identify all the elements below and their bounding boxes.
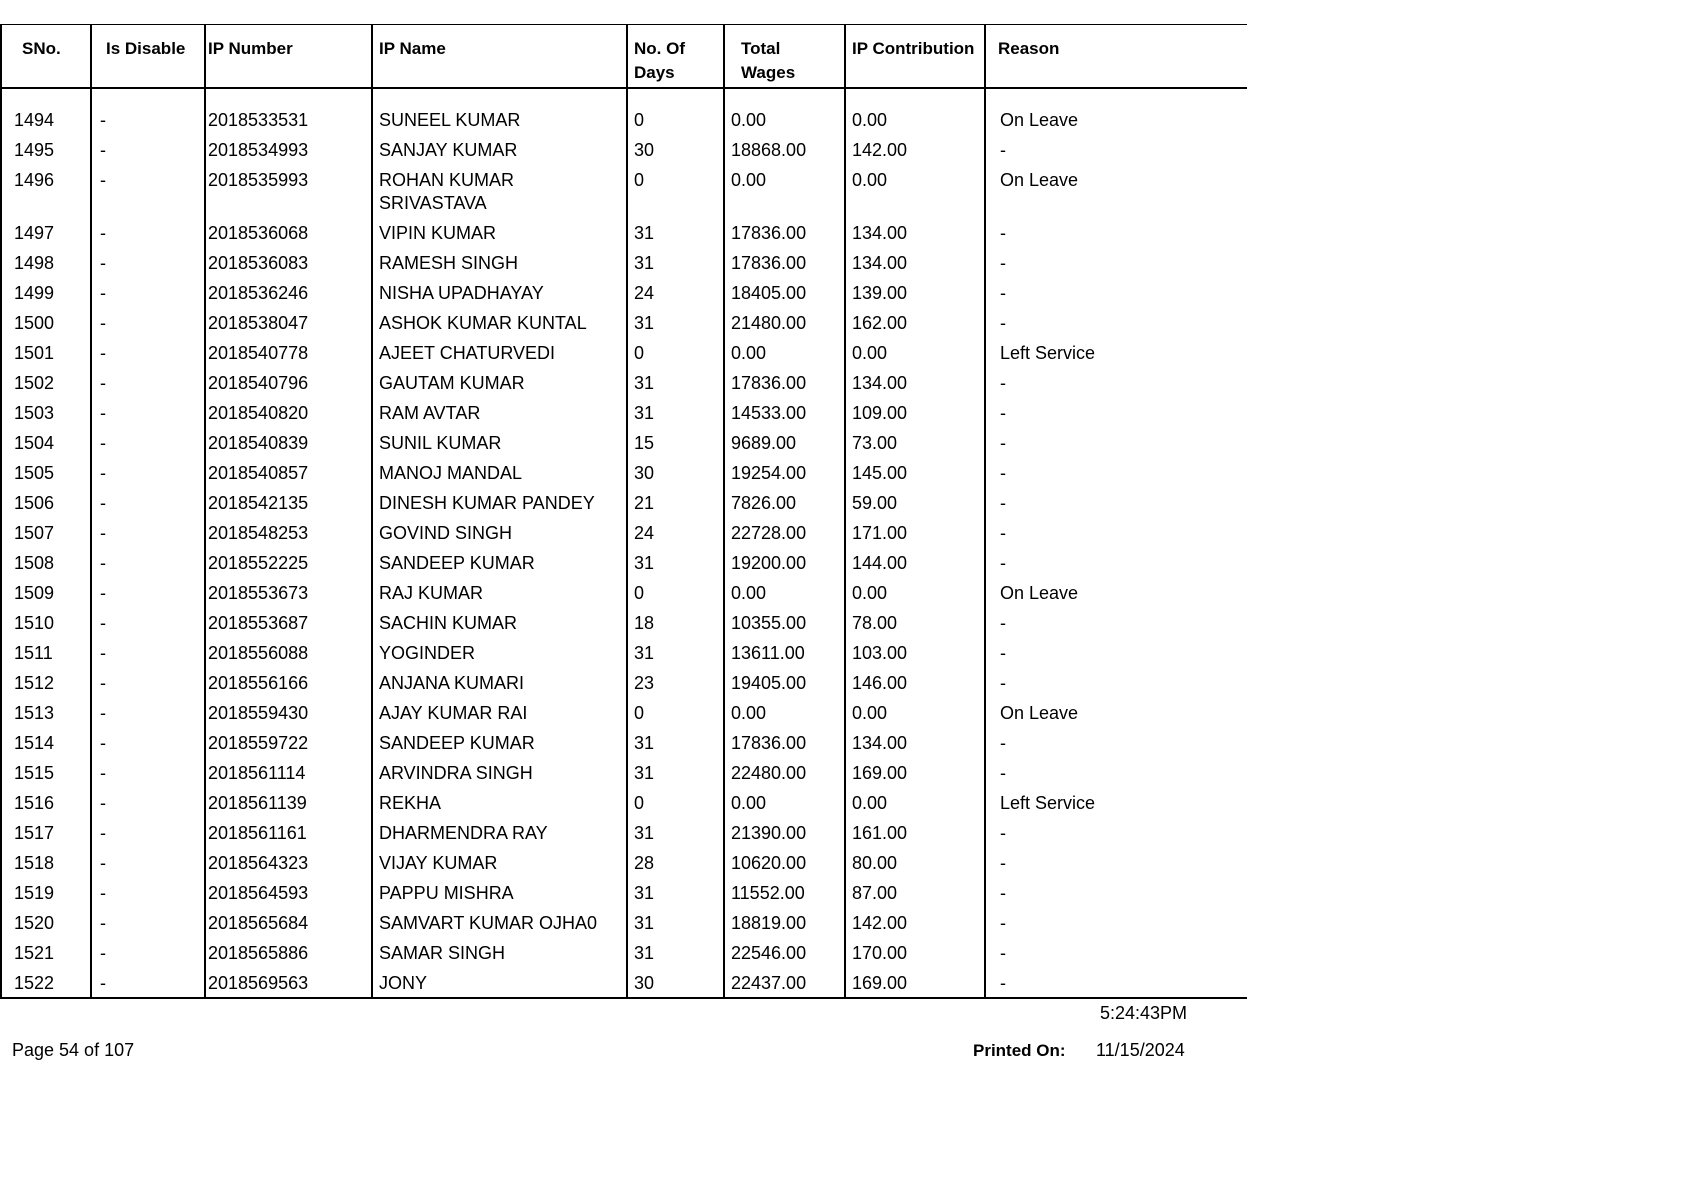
is-disable-cell: - [91, 545, 205, 575]
contribution-cell: 0.00 [845, 162, 985, 215]
wages-cell: 22480.00 [724, 755, 845, 785]
is-disable-cell: - [91, 755, 205, 785]
is-disable-cell: - [91, 455, 205, 485]
contribution-cell: 134.00 [845, 245, 985, 275]
reason-cell: - [985, 665, 1247, 695]
ip-number-cell: 2018565886 [205, 935, 372, 965]
sno-cell: 1517 [1, 815, 91, 845]
contribution-cell: 169.00 [845, 965, 985, 998]
ip-number-cell: 2018559430 [205, 695, 372, 725]
ip-number-cell: 2018540796 [205, 365, 372, 395]
ip-number-cell: 2018561161 [205, 815, 372, 845]
ip-number-cell: 2018559722 [205, 725, 372, 755]
contribution-cell: 142.00 [845, 132, 985, 162]
ip-number-cell: 2018548253 [205, 515, 372, 545]
wages-cell: 19405.00 [724, 665, 845, 695]
wages-cell: 0.00 [724, 162, 845, 215]
wages-cell: 22546.00 [724, 935, 845, 965]
sno-cell: 1498 [1, 245, 91, 275]
header-ip-contribution: IP Contribution [845, 25, 985, 89]
ip-number-cell: 2018540820 [205, 395, 372, 425]
contribution-cell: 87.00 [845, 875, 985, 905]
is-disable-cell: - [91, 365, 205, 395]
sno-cell: 1504 [1, 425, 91, 455]
ip-name-cell: ASHOK KUMAR KUNTAL [372, 305, 627, 335]
reason-cell: - [985, 215, 1247, 245]
ip-number-cell: 2018553673 [205, 575, 372, 605]
contribution-cell: 80.00 [845, 845, 985, 875]
ip-number-cell: 2018561139 [205, 785, 372, 815]
ip-number-cell: 2018565684 [205, 905, 372, 935]
reason-cell: - [985, 305, 1247, 335]
ip-name-cell: REKHA [372, 785, 627, 815]
contribution-table [0, 24, 1247, 999]
days-cell: 18 [627, 605, 724, 635]
contribution-cell: 169.00 [845, 755, 985, 785]
reason-cell: Left Service [985, 785, 1247, 815]
is-disable-cell: - [91, 132, 205, 162]
ip-name-cell: MANOJ MANDAL [372, 455, 627, 485]
sno-cell: 1508 [1, 545, 91, 575]
contribution-cell: 0.00 [845, 88, 985, 132]
days-cell: 15 [627, 425, 724, 455]
header-sno: SNo. [1, 25, 91, 89]
ip-name-cell: DHARMENDRA RAY [372, 815, 627, 845]
reason-cell: - [985, 905, 1247, 935]
ip-number-cell: 2018540778 [205, 335, 372, 365]
days-cell: 31 [627, 305, 724, 335]
header-ip-name: IP Name [372, 25, 627, 89]
header-is-disable: Is Disable [91, 25, 205, 89]
days-cell: 30 [627, 965, 724, 998]
is-disable-cell: - [91, 965, 205, 998]
table-row [1, 515, 1247, 545]
table-row [1, 455, 1247, 485]
sno-cell: 1496 [1, 162, 91, 215]
table-row [1, 305, 1247, 335]
ip-number-cell: 2018561114 [205, 755, 372, 785]
header-reason: Reason [985, 25, 1247, 89]
table-row [1, 545, 1247, 575]
reason-cell: - [985, 365, 1247, 395]
is-disable-cell: - [91, 935, 205, 965]
days-cell: 0 [627, 88, 724, 132]
sno-cell: 1519 [1, 875, 91, 905]
wages-cell: 19254.00 [724, 455, 845, 485]
is-disable-cell: - [91, 245, 205, 275]
reason-cell: - [985, 845, 1247, 875]
header-ip-number: IP Number [205, 25, 372, 89]
contribution-table-wrap [0, 24, 1246, 999]
days-cell: 21 [627, 485, 724, 515]
is-disable-cell: - [91, 515, 205, 545]
sno-cell: 1520 [1, 905, 91, 935]
ip-number-cell: 2018540857 [205, 455, 372, 485]
table-row [1, 965, 1247, 998]
contribution-cell: 142.00 [845, 905, 985, 935]
is-disable-cell: - [91, 275, 205, 305]
sno-cell: 1505 [1, 455, 91, 485]
contribution-cell: 73.00 [845, 425, 985, 455]
ip-name-cell: VIJAY KUMAR [372, 845, 627, 875]
is-disable-cell: - [91, 875, 205, 905]
wages-cell: 9689.00 [724, 425, 845, 455]
table-row [1, 88, 1247, 132]
reason-cell: - [985, 515, 1247, 545]
ip-number-cell: 2018536068 [205, 215, 372, 245]
reason-cell: - [985, 425, 1247, 455]
reason-cell: - [985, 545, 1247, 575]
sno-cell: 1506 [1, 485, 91, 515]
reason-cell: - [985, 965, 1247, 998]
table-row [1, 695, 1247, 725]
header-no-of-days: No. Of Days [627, 25, 724, 89]
is-disable-cell: - [91, 695, 205, 725]
ip-number-cell: 2018536246 [205, 275, 372, 305]
wages-cell: 7826.00 [724, 485, 845, 515]
table-row [1, 605, 1247, 635]
ip-number-cell: 2018569563 [205, 965, 372, 998]
sno-cell: 1511 [1, 635, 91, 665]
table-row [1, 815, 1247, 845]
wages-cell: 0.00 [724, 575, 845, 605]
wages-cell: 17836.00 [724, 215, 845, 245]
contribution-cell: 145.00 [845, 455, 985, 485]
wages-cell: 21480.00 [724, 305, 845, 335]
reason-cell: - [985, 275, 1247, 305]
wages-cell: 21390.00 [724, 815, 845, 845]
days-cell: 24 [627, 275, 724, 305]
ip-name-cell: DINESH KUMAR PANDEY [372, 485, 627, 515]
reason-cell: - [985, 605, 1247, 635]
contribution-cell: 134.00 [845, 725, 985, 755]
table-row [1, 635, 1247, 665]
reason-cell: - [985, 815, 1247, 845]
sno-cell: 1499 [1, 275, 91, 305]
days-cell: 31 [627, 875, 724, 905]
contribution-cell: 0.00 [845, 695, 985, 725]
ip-number-cell: 2018536083 [205, 245, 372, 275]
is-disable-cell: - [91, 88, 205, 132]
contribution-cell: 103.00 [845, 635, 985, 665]
ip-number-cell: 2018556166 [205, 665, 372, 695]
is-disable-cell: - [91, 845, 205, 875]
days-cell: 31 [627, 935, 724, 965]
ip-number-cell: 2018534993 [205, 132, 372, 162]
table-row [1, 395, 1247, 425]
ip-number-cell: 2018552225 [205, 545, 372, 575]
wages-cell: 19200.00 [724, 545, 845, 575]
days-cell: 24 [627, 515, 724, 545]
reason-cell: - [985, 132, 1247, 162]
is-disable-cell: - [91, 725, 205, 755]
reason-cell: On Leave [985, 695, 1247, 725]
ip-name-cell: SAMVART KUMAR OJHA0 [372, 905, 627, 935]
table-row [1, 275, 1247, 305]
sno-cell: 1514 [1, 725, 91, 755]
reason-cell: On Leave [985, 575, 1247, 605]
contribution-cell: 171.00 [845, 515, 985, 545]
is-disable-cell: - [91, 335, 205, 365]
wages-cell: 0.00 [724, 88, 845, 132]
reason-cell: - [985, 245, 1247, 275]
sno-cell: 1495 [1, 132, 91, 162]
days-cell: 31 [627, 245, 724, 275]
wages-cell: 10620.00 [724, 845, 845, 875]
sno-cell: 1507 [1, 515, 91, 545]
is-disable-cell: - [91, 665, 205, 695]
ip-name-cell: SANDEEP KUMAR [372, 725, 627, 755]
reason-cell: - [985, 485, 1247, 515]
table-row [1, 935, 1247, 965]
sno-cell: 1512 [1, 665, 91, 695]
wages-cell: 0.00 [724, 695, 845, 725]
sno-cell: 1510 [1, 605, 91, 635]
is-disable-cell: - [91, 605, 205, 635]
is-disable-cell: - [91, 485, 205, 515]
days-cell: 0 [627, 162, 724, 215]
wages-cell: 10355.00 [724, 605, 845, 635]
contribution-cell: 139.00 [845, 275, 985, 305]
contribution-cell: 78.00 [845, 605, 985, 635]
printed-on-label: Printed On: [973, 1041, 1066, 1060]
contribution-cell: 0.00 [845, 575, 985, 605]
table-row [1, 725, 1247, 755]
is-disable-cell: - [91, 305, 205, 335]
wages-cell: 11552.00 [724, 875, 845, 905]
ip-name-cell: JONY [372, 965, 627, 998]
sno-cell: 1503 [1, 395, 91, 425]
sno-cell: 1497 [1, 215, 91, 245]
ip-name-cell: ARVINDRA SINGH [372, 755, 627, 785]
contribution-cell: 146.00 [845, 665, 985, 695]
ip-name-cell: SUNEEL KUMAR [372, 88, 627, 132]
table-row [1, 575, 1247, 605]
reason-cell: On Leave [985, 88, 1247, 132]
table-row [1, 425, 1247, 455]
ip-name-cell: YOGINDER [372, 635, 627, 665]
table-row [1, 905, 1247, 935]
ip-number-cell: 2018564323 [205, 845, 372, 875]
table-row [1, 245, 1247, 275]
sno-cell: 1500 [1, 305, 91, 335]
table-row [1, 755, 1247, 785]
print-time: 5:24:43PM [1100, 1003, 1188, 1023]
reason-cell: - [985, 935, 1247, 965]
ip-name-cell: SAMAR SINGH [372, 935, 627, 965]
ip-name-cell: SUNIL KUMAR [372, 425, 627, 455]
days-cell: 30 [627, 455, 724, 485]
wages-cell: 17836.00 [724, 725, 845, 755]
days-cell: 31 [627, 725, 724, 755]
sno-cell: 1521 [1, 935, 91, 965]
is-disable-cell: - [91, 785, 205, 815]
ip-number-cell: 2018564593 [205, 875, 372, 905]
ip-name-cell: RAM AVTAR [372, 395, 627, 425]
ip-name-cell: VIPIN KUMAR [372, 215, 627, 245]
ip-number-cell: 2018535993 [205, 162, 372, 215]
contribution-cell: 134.00 [845, 215, 985, 245]
wages-cell: 22728.00 [724, 515, 845, 545]
ip-name-cell: RAJ KUMAR [372, 575, 627, 605]
sno-cell: 1516 [1, 785, 91, 815]
days-cell: 31 [627, 545, 724, 575]
sno-cell: 1518 [1, 845, 91, 875]
days-cell: 0 [627, 695, 724, 725]
sno-cell: 1513 [1, 695, 91, 725]
days-cell: 31 [627, 215, 724, 245]
wages-cell: 0.00 [724, 785, 845, 815]
ip-name-cell: AJAY KUMAR RAI [372, 695, 627, 725]
table-row [1, 845, 1247, 875]
ip-name-cell: AJEET CHATURVEDI [372, 335, 627, 365]
table-row [1, 335, 1247, 365]
ip-name-cell: SANDEEP KUMAR [372, 545, 627, 575]
table-header [1, 25, 1247, 89]
sno-cell: 1509 [1, 575, 91, 605]
table-row [1, 875, 1247, 905]
ip-number-cell: 2018533531 [205, 88, 372, 132]
ip-name-cell: GOVIND SINGH [372, 515, 627, 545]
sno-cell: 1522 [1, 965, 91, 998]
wages-cell: 22437.00 [724, 965, 845, 998]
days-cell: 31 [627, 815, 724, 845]
contribution-cell: 144.00 [845, 545, 985, 575]
wages-cell: 17836.00 [724, 245, 845, 275]
reason-cell: - [985, 725, 1247, 755]
reason-cell: - [985, 755, 1247, 785]
sno-cell: 1515 [1, 755, 91, 785]
days-cell: 31 [627, 395, 724, 425]
is-disable-cell: - [91, 162, 205, 215]
ip-number-cell: 2018542135 [205, 485, 372, 515]
is-disable-cell: - [91, 425, 205, 455]
ip-name-cell: ANJANA KUMARI [372, 665, 627, 695]
printed-on-date: 11/15/2024 [1096, 1040, 1185, 1060]
days-cell: 31 [627, 905, 724, 935]
days-cell: 31 [627, 365, 724, 395]
contribution-cell: 170.00 [845, 935, 985, 965]
ip-name-cell: GAUTAM KUMAR [372, 365, 627, 395]
is-disable-cell: - [91, 215, 205, 245]
wages-cell: 17836.00 [724, 365, 845, 395]
is-disable-cell: - [91, 815, 205, 845]
table-body [1, 88, 1247, 998]
days-cell: 23 [627, 665, 724, 695]
is-disable-cell: - [91, 395, 205, 425]
ip-name-cell: RAMESH SINGH [372, 245, 627, 275]
contribution-cell: 59.00 [845, 485, 985, 515]
days-cell: 28 [627, 845, 724, 875]
is-disable-cell: - [91, 575, 205, 605]
table-row [1, 215, 1247, 245]
table-row [1, 132, 1247, 162]
days-cell: 0 [627, 575, 724, 605]
contribution-cell: 109.00 [845, 395, 985, 425]
is-disable-cell: - [91, 905, 205, 935]
sno-cell: 1502 [1, 365, 91, 395]
contribution-cell: 134.00 [845, 365, 985, 395]
wages-cell: 0.00 [724, 335, 845, 365]
ip-name-cell: SANJAY KUMAR [372, 132, 627, 162]
sno-cell: 1494 [1, 88, 91, 132]
is-disable-cell: - [91, 635, 205, 665]
reason-cell: - [985, 455, 1247, 485]
reason-cell: On Leave [985, 162, 1247, 215]
ip-number-cell: 2018556088 [205, 635, 372, 665]
contribution-cell: 0.00 [845, 785, 985, 815]
ip-number-cell: 2018553687 [205, 605, 372, 635]
table-row [1, 785, 1247, 815]
table-row [1, 665, 1247, 695]
days-cell: 0 [627, 785, 724, 815]
days-cell: 31 [627, 755, 724, 785]
ip-name-cell: SACHIN KUMAR [372, 605, 627, 635]
wages-cell: 13611.00 [724, 635, 845, 665]
contribution-cell: 0.00 [845, 335, 985, 365]
days-cell: 31 [627, 635, 724, 665]
reason-cell: - [985, 395, 1247, 425]
wages-cell: 18868.00 [724, 132, 845, 162]
wages-cell: 18819.00 [724, 905, 845, 935]
days-cell: 30 [627, 132, 724, 162]
table-row [1, 162, 1247, 215]
contribution-cell: 161.00 [845, 815, 985, 845]
header-row [1, 25, 1247, 89]
ip-number-cell: 2018538047 [205, 305, 372, 335]
wages-cell: 14533.00 [724, 395, 845, 425]
ip-number-cell: 2018540839 [205, 425, 372, 455]
header-total-wages: Total Wages [724, 25, 845, 89]
sno-cell: 1501 [1, 335, 91, 365]
contribution-cell: 162.00 [845, 305, 985, 335]
reason-cell: - [985, 635, 1247, 665]
reason-cell: Left Service [985, 335, 1247, 365]
table-row [1, 485, 1247, 515]
ip-name-cell: ROHAN KUMAR SRIVASTAVA [372, 162, 627, 215]
reason-cell: - [985, 875, 1247, 905]
wages-cell: 18405.00 [724, 275, 845, 305]
page-number: Page 54 of 107 [12, 1040, 135, 1060]
days-cell: 0 [627, 335, 724, 365]
ip-name-cell: PAPPU MISHRA [372, 875, 627, 905]
table-row [1, 365, 1247, 395]
ip-name-cell: NISHA UPADHAYAY [372, 275, 627, 305]
